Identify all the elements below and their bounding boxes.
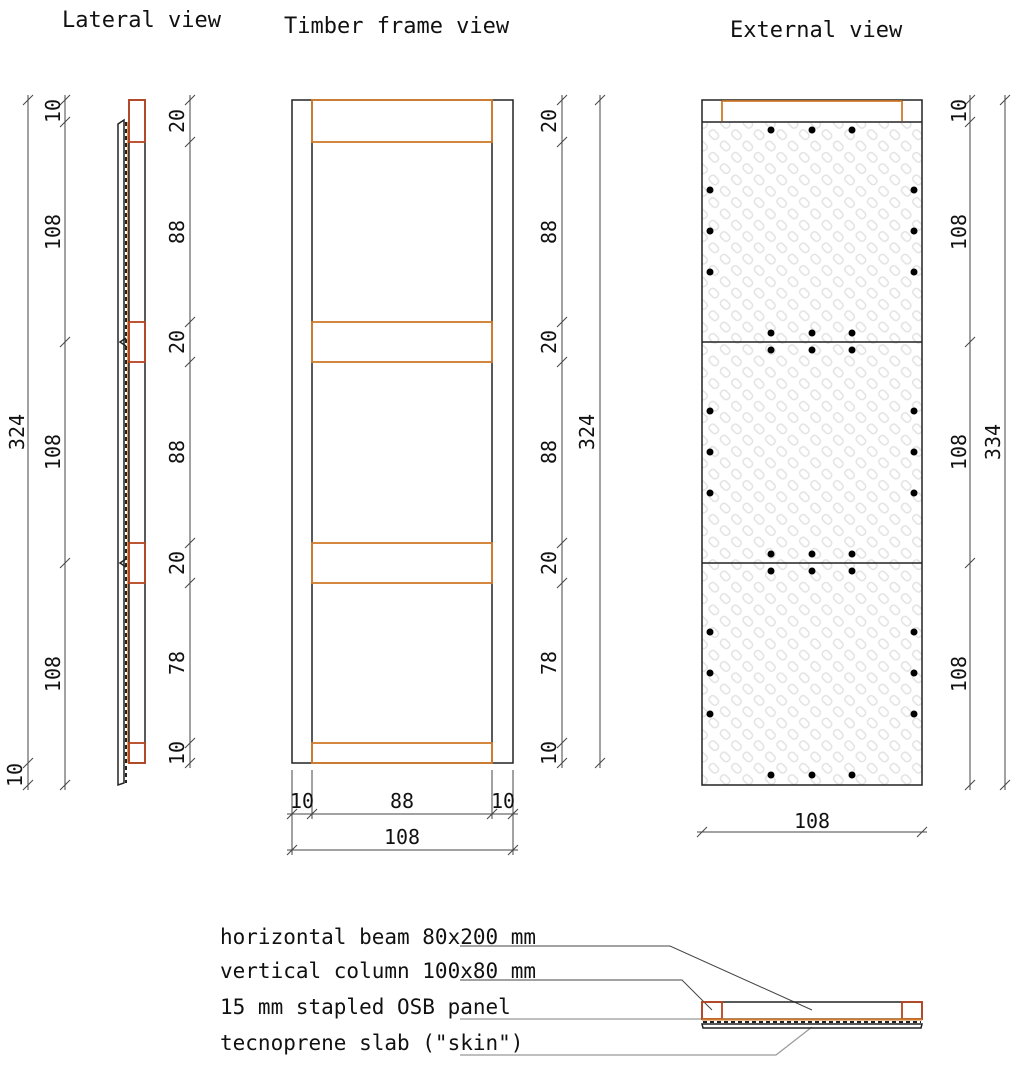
dim-width: 108: [383, 825, 421, 849]
dim-top: 10: [41, 98, 65, 124]
dim-right: 88: [165, 219, 189, 245]
dim-right: 20: [537, 550, 561, 576]
staple-dot: [707, 228, 714, 235]
staple-dot: [911, 670, 918, 677]
staple-dot: [809, 330, 816, 337]
staple-dot: [809, 772, 816, 779]
dim-right: 20: [165, 550, 189, 576]
staple-dot: [911, 711, 918, 718]
dim-bottom: 10: [490, 789, 516, 813]
wall-section: [702, 1002, 922, 1028]
lateral-view-title: Lateral view: [62, 8, 221, 33]
dim-total: 324: [575, 413, 599, 451]
beam-section: [129, 543, 145, 583]
legend: [220, 925, 812, 1055]
beam-section: [129, 322, 145, 362]
dim-right: 108: [947, 433, 971, 471]
staple-dot: [911, 269, 918, 276]
staple-dot: [707, 711, 714, 718]
staple-dot: [849, 568, 856, 575]
dim-right: 88: [537, 439, 561, 465]
external-view-title: External view: [730, 18, 903, 43]
horizontal-beam: [312, 100, 492, 142]
dim-right: 10: [947, 98, 971, 124]
beam-section: [129, 100, 145, 142]
dim-bottom: 88: [389, 789, 415, 813]
staple-dot: [768, 127, 775, 134]
staple-dot: [707, 408, 714, 415]
horizontal-beam: [312, 543, 492, 583]
timber-frame: [292, 100, 513, 763]
staple-dot: [707, 269, 714, 276]
horizontal-beam: [312, 743, 492, 763]
staple-dot: [707, 490, 714, 497]
staple-dot: [768, 772, 775, 779]
dim-right: 108: [947, 213, 971, 251]
lateral-dimensions: [3, 95, 195, 790]
dim-bottom: 10: [289, 789, 315, 813]
staple-dot: [707, 670, 714, 677]
staple-dot: [707, 629, 714, 636]
dim-seg: 108: [41, 433, 65, 471]
staple-dot: [849, 772, 856, 779]
staple-dot: [911, 629, 918, 636]
dim-right: 20: [537, 329, 561, 355]
timber-frame-view-title: Timber frame view: [284, 14, 510, 39]
staple-dot: [809, 551, 816, 558]
dim-right: 20: [537, 108, 561, 134]
staple-dot: [707, 449, 714, 456]
staple-dot: [911, 449, 918, 456]
staple-dot: [768, 330, 775, 337]
dim-bottom: 10: [3, 762, 27, 788]
legend-osb: 15 mm stapled OSB panel: [220, 995, 511, 1019]
staple-dot: [911, 408, 918, 415]
horizontal-beam: [312, 322, 492, 362]
legend-beam: horizontal beam 80x200 mm: [220, 925, 537, 949]
staple-dot: [849, 330, 856, 337]
dim-right: 20: [165, 329, 189, 355]
staple-dot: [849, 127, 856, 134]
dim-right: 20: [165, 108, 189, 134]
staple-dot: [849, 551, 856, 558]
staple-dot: [768, 568, 775, 575]
beam-section: [129, 743, 145, 763]
staple-dot: [809, 568, 816, 575]
dim-right: 10: [537, 740, 561, 766]
dim-right: 88: [537, 219, 561, 245]
dim-right: 108: [947, 655, 971, 693]
column-section: [702, 1002, 722, 1019]
external-view: [702, 100, 922, 785]
staple-dot: [911, 187, 918, 194]
legend-skin: tecnoprene slab ("skin"): [220, 1031, 524, 1055]
staple-dot: [809, 347, 816, 354]
legend-column: vertical column 100x80 mm: [220, 959, 537, 983]
column-section: [902, 1002, 922, 1019]
dim-right: 88: [165, 439, 189, 465]
dim-width: 108: [793, 809, 831, 833]
dim-total: 334: [981, 423, 1005, 461]
lateral-view: [118, 100, 145, 785]
staple-dot: [707, 187, 714, 194]
staple-dot: [911, 228, 918, 235]
dim-right: 78: [537, 650, 561, 676]
dim-seg: 108: [41, 213, 65, 251]
staple-dot: [809, 127, 816, 134]
staple-dot: [911, 490, 918, 497]
dim-right: 78: [165, 650, 189, 676]
staple-dot: [768, 551, 775, 558]
timber-dimensions: [287, 95, 605, 855]
dim-right: 10: [165, 740, 189, 766]
dim-total: 324: [5, 413, 29, 451]
staple-dot: [768, 347, 775, 354]
staple-dot: [849, 347, 856, 354]
dim-seg: 108: [41, 655, 65, 693]
